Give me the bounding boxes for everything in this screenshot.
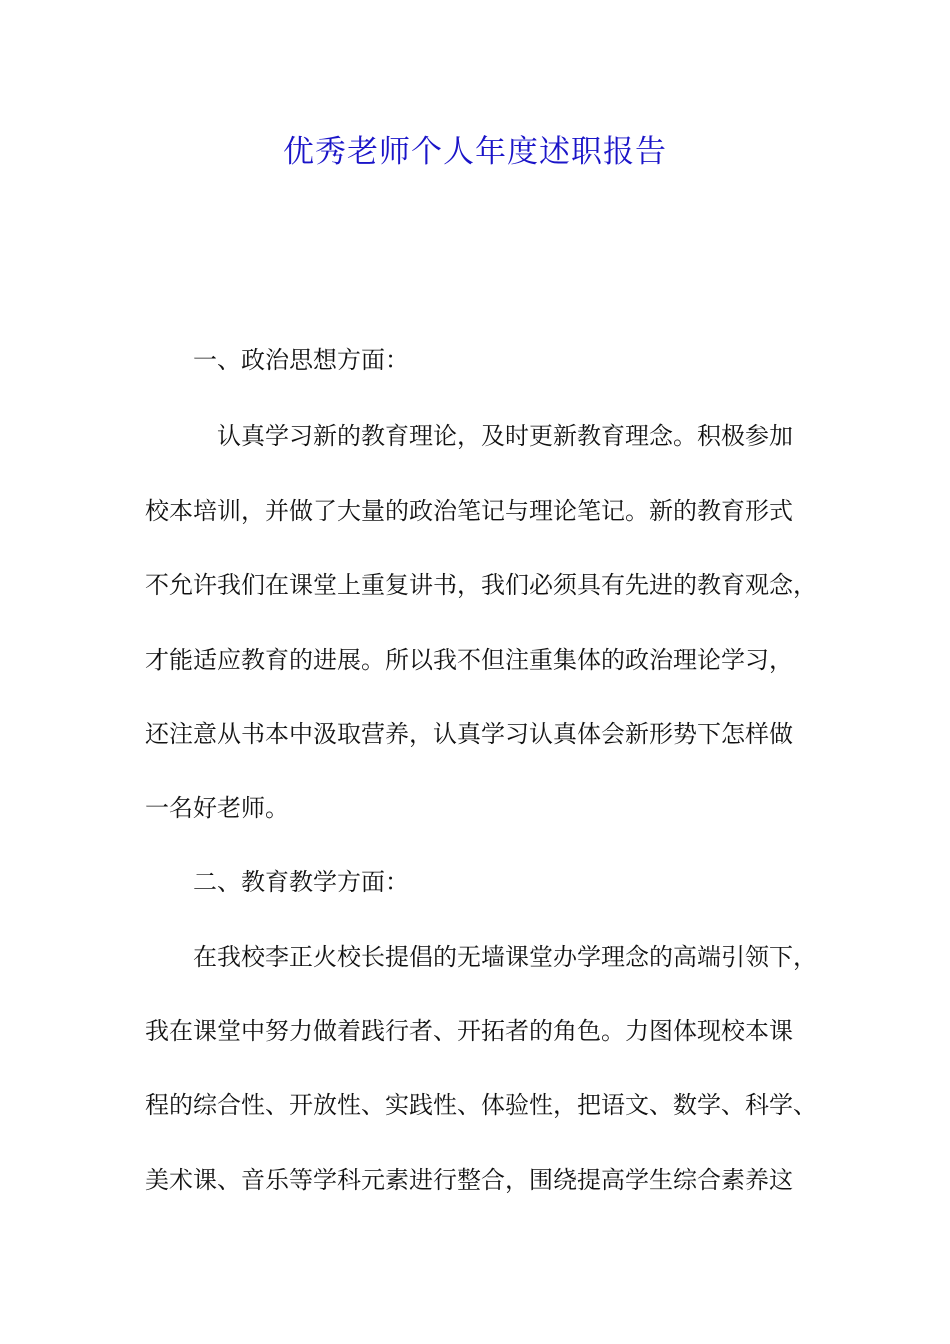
paragraph-line: 才能适应教育的进展。所以我不但注重集体的政治理论学习，: [145, 646, 793, 674]
paragraph-line: 程的综合性、开放性、实践性、体验性，把语文、数学、科学、: [145, 1091, 817, 1119]
section-heading: 二、教育教学方面：: [193, 868, 409, 896]
paragraph-line: 我在课堂中努力做着践行者、开拓者的角色。力图体现校本课: [145, 1017, 793, 1045]
paragraph-line: 在我校李正火校长提倡的无墙课堂办学理念的高端引领下，: [193, 943, 817, 971]
paragraph-line: 校本培训，并做了大量的政治笔记与理论笔记。新的教育形式: [145, 497, 793, 525]
paragraph-line: 一名好老师。: [145, 794, 289, 822]
paragraph-line: 不允许我们在课堂上重复讲书，我们必须具有先进的教育观念，: [145, 571, 817, 599]
paragraph-line: 美术课、音乐等学科元素进行整合，围绕提高学生综合素养这: [145, 1166, 793, 1194]
paragraph-line: 还注意从书本中汲取营养，认真学习认真体会新形势下怎样做: [145, 720, 793, 748]
paragraph-line: 认真学习新的教育理论，及时更新教育理念。积极参加: [217, 422, 793, 450]
section-heading: 一、政治思想方面：: [193, 346, 409, 374]
document-title: 优秀老师个人年度述职报告: [283, 134, 667, 170]
